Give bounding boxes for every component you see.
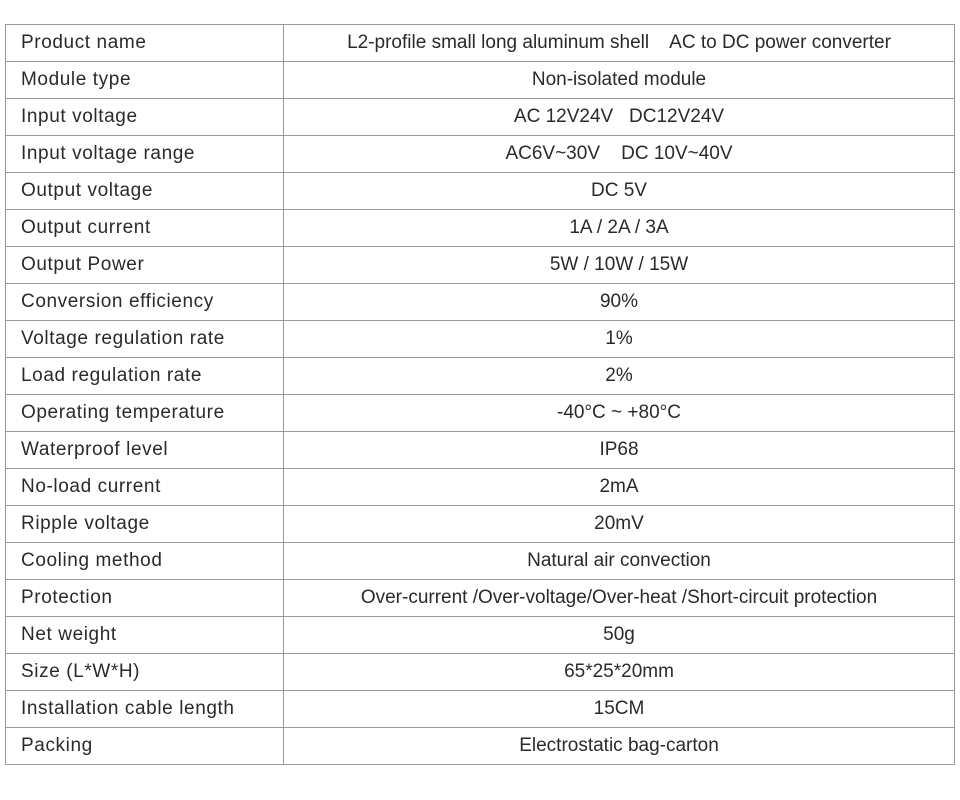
table-row: [6, 432, 955, 469]
spec-value: Over-current /Over-voltage/Over-heat /Short-circuit protection: [284, 580, 955, 617]
table-row: [6, 62, 955, 99]
table-row: [6, 210, 955, 247]
spec-label: Waterproof level: [6, 432, 284, 469]
spec-label: Module type: [6, 62, 284, 99]
spec-label: Product name: [6, 25, 284, 62]
spec-value: 20mV: [284, 506, 955, 543]
spec-value: Natural air convection: [284, 543, 955, 580]
spec-label: Input voltage: [6, 99, 284, 136]
spec-value: 15CM: [284, 691, 955, 728]
spec-value: 90%: [284, 284, 955, 321]
spec-label: No-load current: [6, 469, 284, 506]
spec-label: Load regulation rate: [6, 358, 284, 395]
spec-value: DC 5V: [284, 173, 955, 210]
table-row: [6, 654, 955, 691]
spec-value: -40°C ~ +80°C: [284, 395, 955, 432]
table-row: [6, 358, 955, 395]
spec-label: Conversion efficiency: [6, 284, 284, 321]
spec-value: L2-profile small long aluminum shell AC to DC power converter: [284, 25, 955, 62]
spec-value: IP68: [284, 432, 955, 469]
table-row: [6, 395, 955, 432]
table-row: [6, 469, 955, 506]
spec-value: AC6V~30V DC 10V~40V: [284, 136, 955, 173]
spec-value: 1%: [284, 321, 955, 358]
spec-value: 2mA: [284, 469, 955, 506]
table-row: [6, 728, 955, 765]
table-row: [6, 247, 955, 284]
table-row: [6, 617, 955, 654]
spec-label: Protection: [6, 580, 284, 617]
spec-table: [5, 24, 955, 765]
spec-label: Operating temperature: [6, 395, 284, 432]
spec-value: 2%: [284, 358, 955, 395]
table-row: [6, 173, 955, 210]
table-row: [6, 99, 955, 136]
table-row: [6, 506, 955, 543]
spec-label: Installation cable length: [6, 691, 284, 728]
spec-table-body: [6, 25, 955, 765]
table-row: [6, 580, 955, 617]
spec-label: Output current: [6, 210, 284, 247]
table-row: [6, 691, 955, 728]
spec-value: 5W / 10W / 15W: [284, 247, 955, 284]
spec-label: Output Power: [6, 247, 284, 284]
spec-value: 65*25*20mm: [284, 654, 955, 691]
spec-value: 1A / 2A / 3A: [284, 210, 955, 247]
spec-value: Non-isolated module: [284, 62, 955, 99]
spec-label: Voltage regulation rate: [6, 321, 284, 358]
table-row: [6, 543, 955, 580]
table-row: [6, 136, 955, 173]
table-row: [6, 284, 955, 321]
spec-label: Output voltage: [6, 173, 284, 210]
spec-label: Ripple voltage: [6, 506, 284, 543]
spec-label: Cooling method: [6, 543, 284, 580]
spec-label: Net weight: [6, 617, 284, 654]
spec-label: Size (L*W*H): [6, 654, 284, 691]
spec-label: Packing: [6, 728, 284, 765]
table-row: [6, 321, 955, 358]
table-row: [6, 25, 955, 62]
spec-value: 50g: [284, 617, 955, 654]
spec-value: Electrostatic bag-carton: [284, 728, 955, 765]
spec-value: AC 12V24V DC12V24V: [284, 99, 955, 136]
spec-label: Input voltage range: [6, 136, 284, 173]
